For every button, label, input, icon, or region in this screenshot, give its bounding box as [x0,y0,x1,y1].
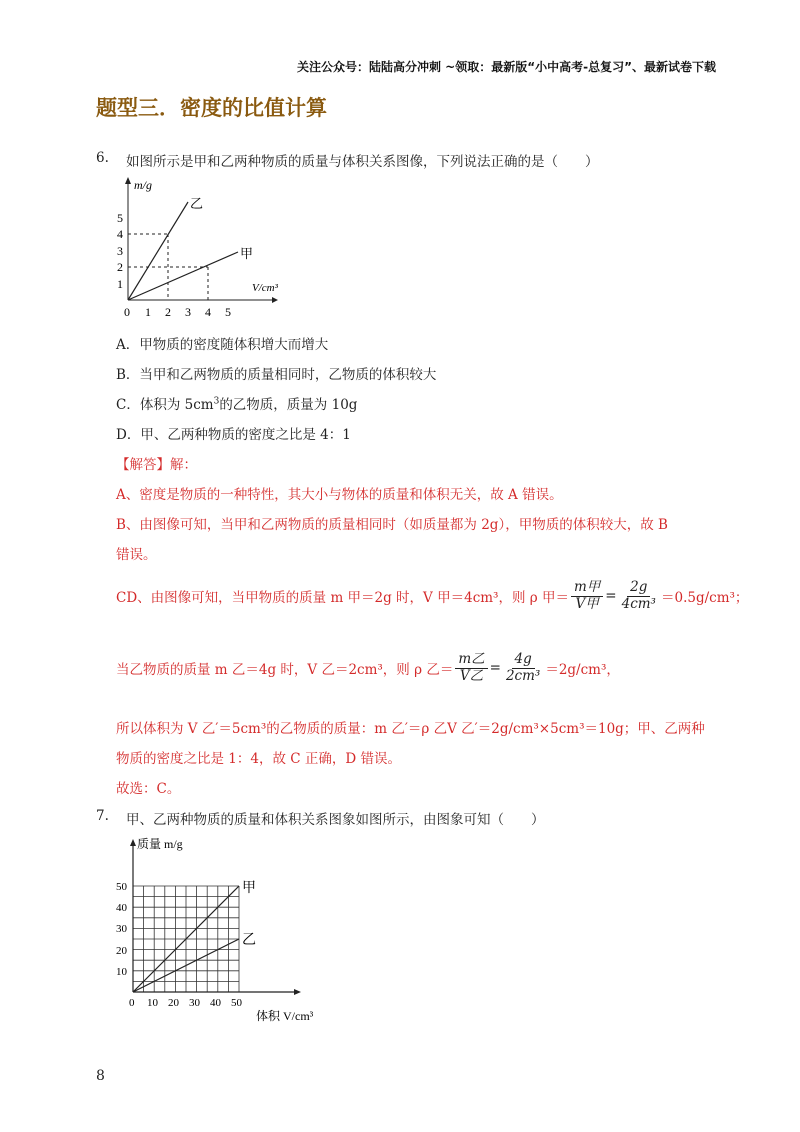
q7-y-arrow-icon [130,839,136,846]
q6-yi-fraction-symbolic [455,652,487,684]
q7-x-tick: 40 [210,997,221,1009]
q6-option-a: A．甲物质的密度随体积增大而增大 [116,337,329,353]
q6-yi-equals: = [489,660,501,677]
q6-x-tick: 2 [165,305,171,319]
q6-answer-so1: 所以体积为 V 乙′＝5cm³的乙物质的质量：m 乙′＝ρ 乙V 乙′＝2g/cm³×5cm³＝10g；甲、乙两种 [116,721,705,737]
q6-x-arrow-icon [272,297,278,303]
q6-cd-frac2-den: 4cm³ [621,595,656,612]
page-header: 关注公众号：陆陆高分冲刺 ~领取：最新版“小中高考-总复习”、最新试卷下载 [297,60,716,74]
q6-number: 6. [96,150,109,166]
q6-option-c [116,393,357,413]
q6-y-tick: 1 [117,277,123,291]
q6-x-tick: 4 [205,305,211,319]
q6-answer-b2: 错误。 [116,547,157,563]
q6-x-tick: 0 [124,305,130,319]
q6-answer-tag: 【解答】 [116,457,170,473]
q7-number: 7. [96,808,109,824]
q6-x-tick: 3 [185,305,191,319]
q7-stem: 甲、乙两种物质的质量和体积关系图象如图所示，由图象可知（ ） [126,812,545,828]
q6-y-tick: 2 [117,260,123,274]
q6-answer-yi [116,652,620,684]
q6-yi-fraction-numeric [503,652,543,684]
q6-answer-tag-suffix: 解： [170,457,197,473]
q6-answer-choice: 故选：C。 [116,781,181,797]
q6-stem: 如图所示是甲和乙两种物质的质量与体积关系图像，下列说法正确的是（ ） [126,154,599,170]
q6-line-jia [128,252,238,300]
q6-yi-frac2-num: 4g [512,652,535,669]
q6-cd-fraction-symbolic [571,580,603,612]
page-number: 8 [96,1068,105,1084]
q6-figure [112,172,302,322]
q7-x-arrow-icon [294,989,301,995]
q7-x-tick: 30 [189,997,200,1009]
q6-x-label: V/cm³ [252,282,278,294]
q7-y-tick: 20 [116,945,127,957]
q6-y-tick: 3 [117,244,123,258]
q6-x-tick: 1 [145,305,151,319]
q6-cd-result: ＝0.5g/cm³； [660,590,749,607]
q7-y-tick: 10 [116,966,127,978]
section-title: 题型三．密度的比值计算 [96,96,327,120]
q7-x-tick: 10 [147,997,158,1009]
q7-series-jia-label: 甲 [242,881,256,896]
q6-yi-result: ＝2g/cm³， [545,662,620,679]
q6-cd-fraction-numeric [619,580,659,612]
q6-answer-so2: 物质的密度之比是 1：4，故 C 正确，D 错误。 [116,751,401,767]
q6-option-c-pre: C．体积为 5cm [116,397,214,413]
q6-answer-yi-text: 当乙物质的质量 m 乙＝4g 时，V 乙＝2cm³，则 ρ 乙＝ [116,662,454,679]
q6-x-tick: 5 [225,305,231,319]
q7-y-tick: 40 [116,902,127,914]
q6-yi-frac1-den: V乙 [459,667,484,684]
q6-cd-frac1-num: m甲 [571,580,603,597]
q6-yi-frac2-den: 2cm³ [505,667,541,684]
q6-answer-cd-text: CD、由图像可知，当甲物质的质量 m 甲＝2g 时，V 甲＝4cm³，则 ρ 甲＝ [116,590,569,607]
q7-y-tick: 30 [116,923,127,935]
q6-option-d: D．甲、乙两种物质的密度之比是 4：1 [116,427,351,443]
q7-y-label: 质量 m/g [137,837,183,851]
q6-series-yi-label: 乙 [190,196,204,211]
q6-cd-equals: = [605,588,617,605]
q7-x-tick: 50 [231,997,242,1009]
q6-yi-frac1-num: m乙 [455,652,487,669]
q7-x-tick: 0 [129,997,135,1009]
q6-answer-b1: B、由图像可知，当甲和乙两物质的质量相同时（如质量都为 2g），甲物质的体积较大，故 B [116,517,668,533]
q7-y-tick: 50 [116,881,127,893]
q6-series-jia-label: 甲 [240,246,254,261]
q7-series-yi-label: 乙 [242,933,256,948]
q6-answer-tag-line [116,453,197,473]
q6-answer-a: A、密度是物质的一种特性，其大小与物体的质量和体积无关，故 A 错误。 [116,487,563,503]
q6-line-yi [128,202,188,300]
q6-y-tick: 5 [117,211,123,225]
q7-figure [106,832,336,1032]
q6-y-label: m/g [134,178,152,192]
q6-answer-cd [116,580,748,612]
q6-cd-frac1-den: V甲 [575,595,599,612]
q6-option-c-sup: 3 [213,396,220,407]
q7-x-label: 体积 V/cm³ [256,1009,314,1023]
q6-y-arrow-icon [125,177,131,184]
q6-y-tick: 4 [117,227,123,241]
q7-x-tick: 20 [168,997,179,1009]
q6-cd-frac2-num: 2g [627,580,650,597]
q6-option-c-post: 的乙物质，质量为 10g [219,397,358,413]
q6-option-b: B．当甲和乙两物质的质量相同时，乙物质的体积较大 [116,367,437,383]
